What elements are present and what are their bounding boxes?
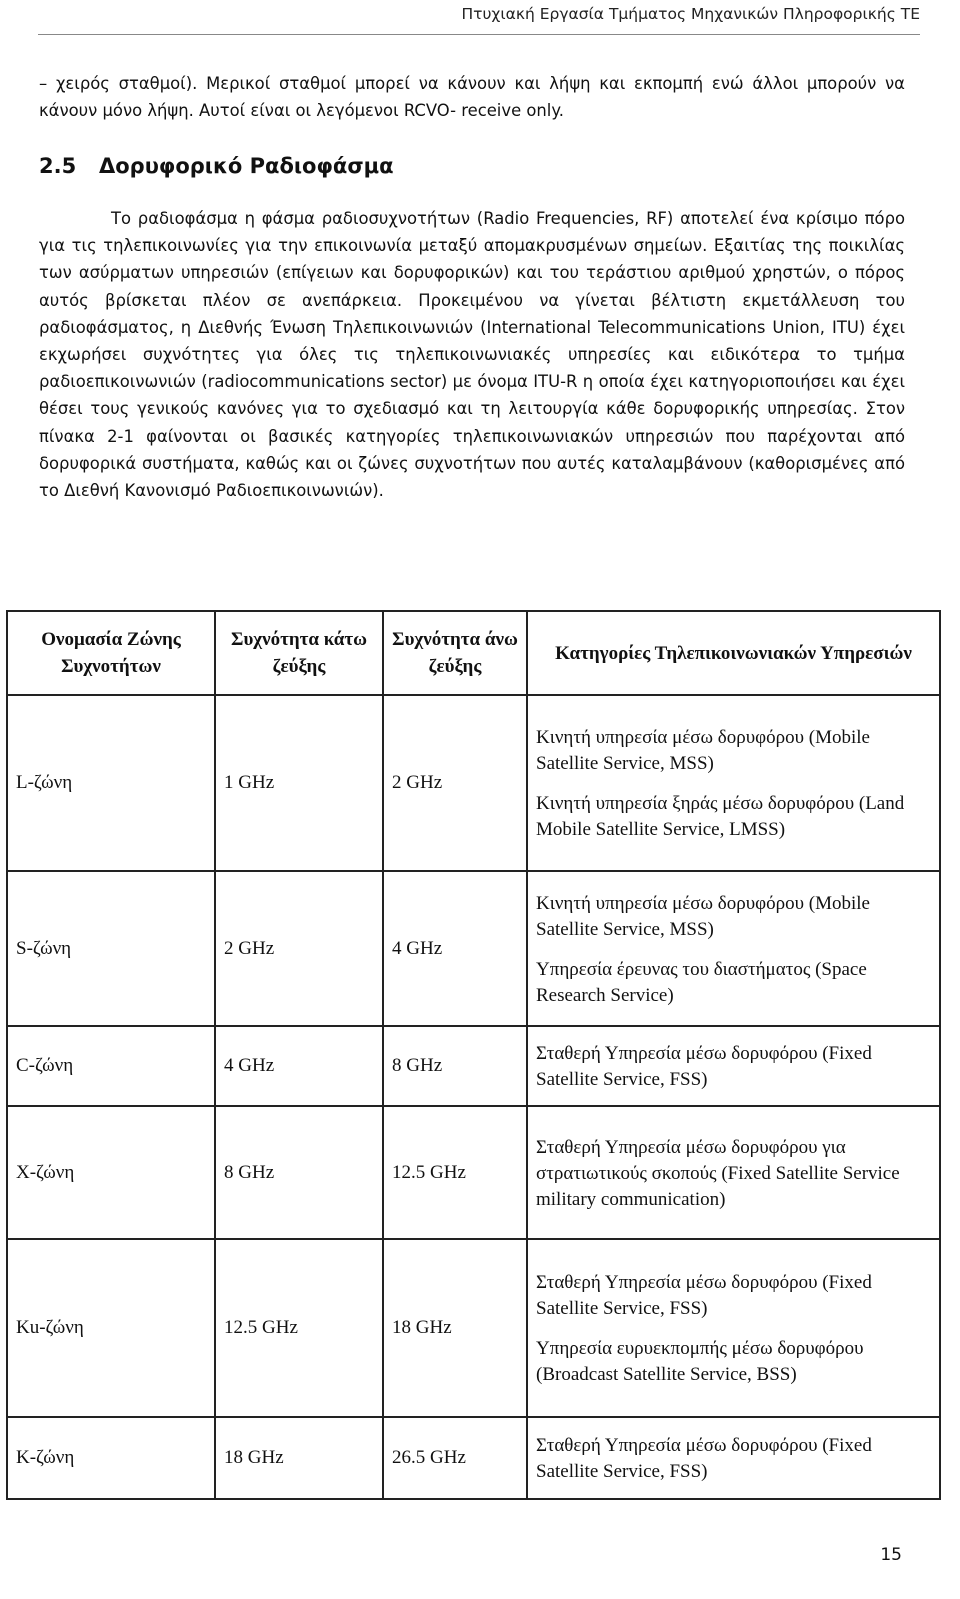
service-entry: Κινητή υπηρεσία μέσω δορυφόρου (Mobile Satellite Service, MSS) [536, 727, 870, 774]
service-entry: Σταθερή Υπηρεσία μέσω δορυφόρου (Fixed Satellite Service, FSS) [536, 1435, 872, 1482]
header-lower-freq: Συχνότητα κάτω ζεύξης [215, 611, 383, 695]
service-entry: Κινητή υπηρεσία ξηράς μέσω δορυφόρου (Land Mobile Satellite Service, LMSS) [536, 793, 905, 840]
lower-freq-cell: 18 GHz [215, 1417, 383, 1499]
table-row [7, 1239, 940, 1417]
header-services: Κατηγορίες Τηλεπικοινωνιακών Υπηρεσιών [527, 611, 940, 695]
page-header: Πτυχιακή Εργασία Τμήματος Μηχανικών Πληροφορικής ΤΕ [461, 5, 920, 23]
band-cell: L-ζώνη [7, 695, 215, 871]
services-cell [527, 1026, 940, 1106]
header-upper-freq: Συχνότητα άνω ζεύξης [383, 611, 527, 695]
lower-freq-cell: 8 GHz [215, 1106, 383, 1239]
service-entry: Σταθερή Υπηρεσία μέσω δορυφόρου (Fixed Satellite Service, FSS) [536, 1043, 872, 1090]
table-row [7, 1026, 940, 1106]
table-body [7, 695, 940, 1499]
service-entry: Υπηρεσία ευρυεκπομπής μέσω δορυφόρου (Broadcast Satellite Service, BSS) [536, 1338, 864, 1385]
upper-freq-cell: 26.5 GHz [383, 1417, 527, 1499]
service-entry: Σταθερή Υπηρεσία μέσω δορυφόρου (Fixed Satellite Service, FSS) [536, 1272, 872, 1319]
lower-freq-cell: 2 GHz [215, 871, 383, 1026]
header-divider [38, 34, 920, 35]
frequency-bands-table [6, 610, 941, 1500]
services-cell [527, 1106, 940, 1239]
lower-freq-cell: 12.5 GHz [215, 1239, 383, 1417]
section-heading [39, 154, 394, 178]
upper-freq-cell: 2 GHz [383, 695, 527, 871]
table-row [7, 1417, 940, 1499]
services-cell [527, 695, 940, 871]
services-cell [527, 871, 940, 1026]
section-title: Δορυφορικό Ραδιοφάσμα [99, 154, 394, 178]
service-entry: Κινητή υπηρεσία μέσω δορυφόρου (Mobile Satellite Service, MSS) [536, 892, 870, 940]
upper-freq-cell: 8 GHz [383, 1026, 527, 1106]
section-paragraph: Το ραδιοφάσμα η φάσμα ραδιοσυχνοτήτων (Radio Frequencies, RF) αποτελεί ένα κρίσιμο πόρο για τις τηλεπικοινωνίες για την επικοινωνία μεταξύ απομακρυσμένων σημείων. Εξαιτίας της ποικιλίας των ασύρματων υπηρεσιών (επίγειων και δορυφορικών) και του τεράστιου αριθμού χρηστών, ο πόρος αυτός βρίσκεται πλέον σε ανεπάρκεια. Προκειμένου να γίνεται βέλτιστη εκμετάλλευση του ραδιοφάσματος, η Διεθνής Ένωση Τηλεπικοινωνιών (International Telecommunications Union, ITU) έχει εκχωρήσει συχνότητες για όλες τις τηλεπικοινωνιακές υπηρεσίες και ειδικότερα το τμήμα ραδιοεπικοινωνιών (radiocommunications sector) με όνομα ITU-R η οποία έχει κατηγοριοποιήσει και έχει θέσει τους γενικούς κανόνες για το σχεδιασμό και τη λειτουργία κάθε δορυφορικής υπηρεσίας. Στον πίνακα 2-1 φαίνονται οι βασικές κατηγορίες τηλεπικοινωνιακών υπηρεσιών που παρέχονται από δορυφορικά συστήματα, καθώς και οι ζώνες συχνοτήτων που αυτές καταλαμβάνουν (καθορισμένες από το Διεθνή Κανονισμό Ραδιοεπικοινωνιών). [39, 209, 905, 501]
table-header-row [7, 611, 940, 695]
table-row [7, 695, 940, 871]
band-cell: Ku-ζώνη [7, 1239, 215, 1417]
services-cell [527, 1239, 940, 1417]
service-entry: Σταθερή Υπηρεσία μέσω δορυφόρου για στρατιωτικούς σκοπούς (Fixed Satellite Service military communication) [536, 1136, 900, 1210]
band-cell: X-ζώνη [7, 1106, 215, 1239]
service-entry: Υπηρεσία έρευνας του διαστήματος (Space Research Service) [536, 958, 867, 1006]
band-cell: K-ζώνη [7, 1417, 215, 1499]
section-number: 2.5 [39, 154, 77, 178]
lower-freq-cell: 1 GHz [215, 695, 383, 871]
band-cell: C-ζώνη [7, 1026, 215, 1106]
upper-freq-cell: 4 GHz [383, 871, 527, 1026]
upper-freq-cell: 18 GHz [383, 1239, 527, 1417]
band-cell: S-ζώνη [7, 871, 215, 1026]
header-band: Ονομασία Ζώνης Συχνοτήτων [7, 611, 215, 695]
table-row [7, 1106, 940, 1239]
intro-paragraph: – χειρός σταθμοί). Μερικοί σταθμοί μπορεί να κάνουν και λήψη και εκπομπή ενώ άλλοι μπορούν να κάνουν μόνο λήψη. Αυτοί είναι οι λεγόμενοι RCVO- receive only. [39, 74, 905, 121]
page-number: 15 [880, 1545, 902, 1565]
services-cell [527, 1417, 940, 1499]
upper-freq-cell: 12.5 GHz [383, 1106, 527, 1239]
lower-freq-cell: 4 GHz [215, 1026, 383, 1106]
table-row [7, 871, 940, 1026]
